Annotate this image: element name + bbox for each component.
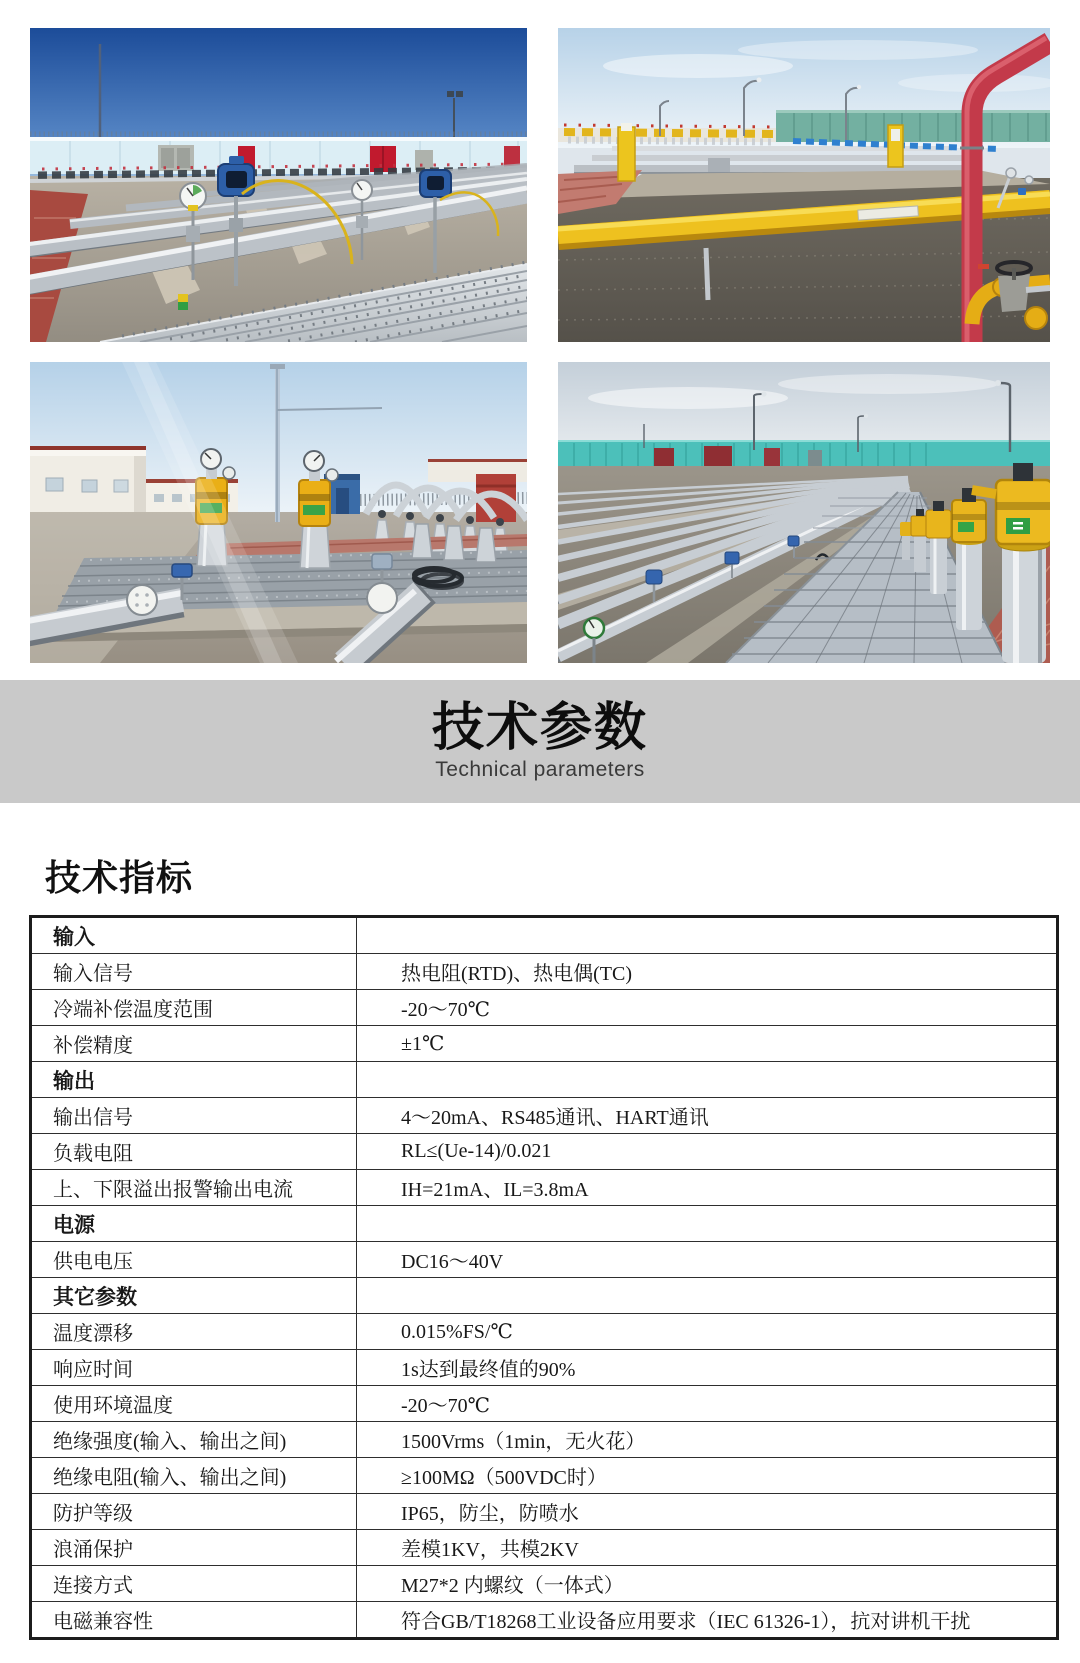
- spec-row: [31, 1170, 1058, 1206]
- photo-yellow-pipeline-red-riser: [558, 28, 1050, 342]
- spec-section-heading: 技术指标: [45, 857, 194, 898]
- spec-value: 符合GB/T18268工业设备应用要求（IEC 61326-1），抗对讲机干扰: [357, 1602, 1058, 1639]
- spec-value: [357, 1278, 1058, 1314]
- section-banner: [0, 680, 1080, 803]
- spec-row: [31, 1422, 1058, 1458]
- spec-row: [31, 1386, 1058, 1422]
- spec-label: 连接方式: [31, 1566, 357, 1602]
- photo-metering-skid-instruments: [30, 362, 527, 663]
- spec-label: 浪涌保护: [31, 1530, 357, 1566]
- spec-label: 负载电阻: [31, 1134, 357, 1170]
- spec-value: 差模1KV，共模2KV: [357, 1530, 1058, 1566]
- spec-label: 供电电压: [31, 1242, 357, 1278]
- spec-label: 电源: [31, 1206, 357, 1242]
- spec-section-row: [31, 1278, 1058, 1314]
- spec-row: [31, 1026, 1058, 1062]
- spec-label: 使用环境温度: [31, 1386, 357, 1422]
- spec-row: [31, 1494, 1058, 1530]
- spec-row: [31, 1242, 1058, 1278]
- spec-value: 热电阻(RTD)、热电偶(TC): [357, 954, 1058, 990]
- spec-label: 输入: [31, 917, 357, 954]
- photo-instrument-rows-illustration: [558, 362, 1050, 663]
- spec-value: ≥100MΩ（500VDC时）: [357, 1458, 1058, 1494]
- spec-value: [357, 1206, 1058, 1242]
- banner-title: 技术参数: [431, 698, 648, 757]
- spec-value: 1s达到最终值的90%: [357, 1350, 1058, 1386]
- spec-value: ±1℃: [357, 1026, 1058, 1062]
- spec-value: IP65，防尘，防喷水: [357, 1494, 1058, 1530]
- spec-value: DC16～40V: [357, 1242, 1058, 1278]
- spec-row: [31, 990, 1058, 1026]
- spec-value: -20～70℃: [357, 990, 1058, 1026]
- spec-section-row: [31, 917, 1058, 954]
- spec-value: IH=21mA、IL=3.8mA: [357, 1170, 1058, 1206]
- spec-row: [31, 954, 1058, 990]
- photo-pipeline-field-illustration: [30, 28, 527, 342]
- spec-value: 4～20mA、RS485通讯、HART通讯: [357, 1098, 1058, 1134]
- banner-subtitle: Technical parameters: [435, 758, 645, 782]
- spec-row: [31, 1458, 1058, 1494]
- photo-yellow-pipeline-illustration: [558, 28, 1050, 342]
- photo-instrument-rows-walkway: [558, 362, 1050, 663]
- spec-label: 输出: [31, 1062, 357, 1098]
- spec-row: [31, 1098, 1058, 1134]
- spec-value: [357, 917, 1058, 954]
- spec-section-row: [31, 1062, 1058, 1098]
- spec-label: 防护等级: [31, 1494, 357, 1530]
- spec-label: 输出信号: [31, 1098, 357, 1134]
- photo-metering-skid-illustration: [30, 362, 527, 663]
- spec-value: M27*2 内螺纹（一体式）: [357, 1566, 1058, 1602]
- spec-value: RL≤(Ue-14)/0.021: [357, 1134, 1058, 1170]
- spec-label: 绝缘强度(输入、输出之间): [31, 1422, 357, 1458]
- spec-row: [31, 1134, 1058, 1170]
- spec-row: [31, 1566, 1058, 1602]
- spec-row: [31, 1530, 1058, 1566]
- spec-label: 输入信号: [31, 954, 357, 990]
- spec-label: 温度漂移: [31, 1314, 357, 1350]
- spec-row: [31, 1350, 1058, 1386]
- spec-value: [357, 1062, 1058, 1098]
- spec-label: 冷端补偿温度范围: [31, 990, 357, 1026]
- spec-row: [31, 1602, 1058, 1639]
- spec-value: 1500Vrms（1min，无火花）: [357, 1422, 1058, 1458]
- spec-label: 电磁兼容性: [31, 1602, 357, 1639]
- spec-row: [31, 1314, 1058, 1350]
- spec-label: 补偿精度: [31, 1026, 357, 1062]
- spec-label: 其它参数: [31, 1278, 357, 1314]
- spec-value: -20～70℃: [357, 1386, 1058, 1422]
- spec-label: 绝缘电阻(输入、输出之间): [31, 1458, 357, 1494]
- spec-label: 响应时间: [31, 1350, 357, 1386]
- spec-table-body: [31, 917, 1058, 1639]
- photo-pipeline-field-with-transmitters: [30, 28, 527, 342]
- spec-table: [29, 915, 1059, 1640]
- spec-label: 上、下限溢出报警输出电流: [31, 1170, 357, 1206]
- spec-section-row: [31, 1206, 1058, 1242]
- spec-value: 0.015%FS/℃: [357, 1314, 1058, 1350]
